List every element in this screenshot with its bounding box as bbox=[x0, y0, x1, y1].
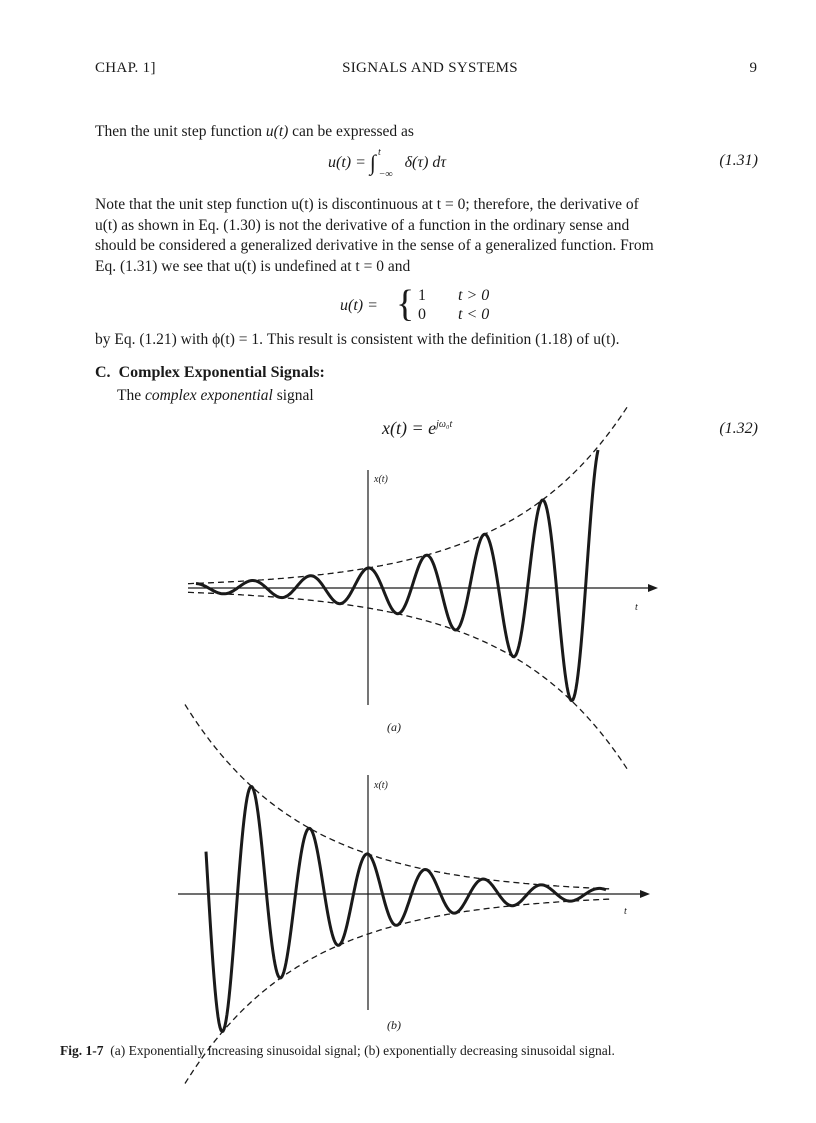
panel-b-y-label: x(t) bbox=[374, 780, 388, 791]
running-title: SIGNALS AND SYSTEMS bbox=[342, 60, 518, 76]
panel-a-label: (a) bbox=[387, 720, 401, 734]
panel-b-signal-curve bbox=[206, 787, 606, 1032]
panel-a-envelope-upper bbox=[188, 406, 628, 584]
panel-a bbox=[188, 406, 658, 771]
integral-sign: ∫ bbox=[369, 150, 376, 175]
result-line: by Eq. (1.21) with ϕ(t) = 1. This result is consistent with the definition (1.18) of u(t). bbox=[95, 331, 620, 348]
panel-b bbox=[178, 705, 650, 1084]
panel-a-envelope-lower bbox=[188, 592, 628, 770]
piecewise-lhs: u(t) = bbox=[340, 297, 378, 314]
equation-number-1-32: (1.32) bbox=[719, 420, 758, 437]
panel-b-x-label: t bbox=[624, 906, 627, 917]
panel-b-x-arrow-icon bbox=[640, 890, 650, 898]
page-number: 9 bbox=[749, 60, 757, 76]
piecewise-case2-value: 0 bbox=[418, 306, 426, 323]
eq132-lhs: x(t) = e bbox=[382, 418, 437, 438]
piecewise-case1-value: 1 bbox=[418, 287, 426, 304]
note-line-4: Eq. (1.31) we see that u(t) is undefined at t = 0 and bbox=[95, 257, 411, 275]
panel-a-x-arrow-icon bbox=[648, 584, 658, 592]
brace: { bbox=[396, 283, 415, 325]
eq132-exponent: jω₀t bbox=[436, 419, 453, 430]
piecewise-case2-cond: t < 0 bbox=[458, 306, 490, 323]
figure-caption bbox=[60, 1043, 780, 1059]
eq131-rhs: δ(τ) dτ bbox=[404, 154, 447, 171]
intro-suffix: can be expressed as bbox=[288, 123, 414, 140]
complex-suffix: signal bbox=[272, 387, 314, 404]
panel-a-signal-curve bbox=[196, 450, 598, 701]
intro-prefix: Then the unit step function bbox=[95, 123, 266, 140]
chapter-label: CHAP. 1] bbox=[95, 60, 156, 76]
caption-label: Fig. 1-7 bbox=[60, 1043, 104, 1058]
note-line-1: Note that the unit step function u(t) is discontinuous at t = 0; therefore, the derivative of bbox=[95, 196, 639, 213]
panel-a-x-label: t bbox=[635, 602, 638, 613]
integral-lower: −∞ bbox=[378, 169, 393, 180]
eq131-lhs: u(t) = bbox=[328, 154, 370, 171]
section-title: Complex Exponential Signals: bbox=[118, 364, 325, 381]
equation-number-1-31: (1.31) bbox=[719, 152, 758, 169]
integral-upper: t bbox=[377, 147, 381, 158]
caption-text: (a) Exponentially increasing sinusoidal signal; (b) exponentially decreasing sinusoidal signal. bbox=[110, 1043, 615, 1058]
note-line-2: u(t) as shown in Eq. (1.30) is not the derivative of a function in the ordinary sense and bbox=[95, 216, 630, 234]
complex-term: complex exponential bbox=[144, 387, 273, 404]
section-label: C. bbox=[95, 364, 111, 381]
complex-prefix: The bbox=[117, 387, 145, 404]
panel-a-y-label: x(t) bbox=[374, 474, 388, 485]
intro-func: u(t) bbox=[265, 123, 289, 140]
note-line-3: should be considered a generalized derivative in the sense of a generalized function. From bbox=[95, 237, 654, 254]
piecewise-case1-cond: t > 0 bbox=[458, 287, 490, 304]
panel-b-label: (b) bbox=[387, 1018, 401, 1032]
